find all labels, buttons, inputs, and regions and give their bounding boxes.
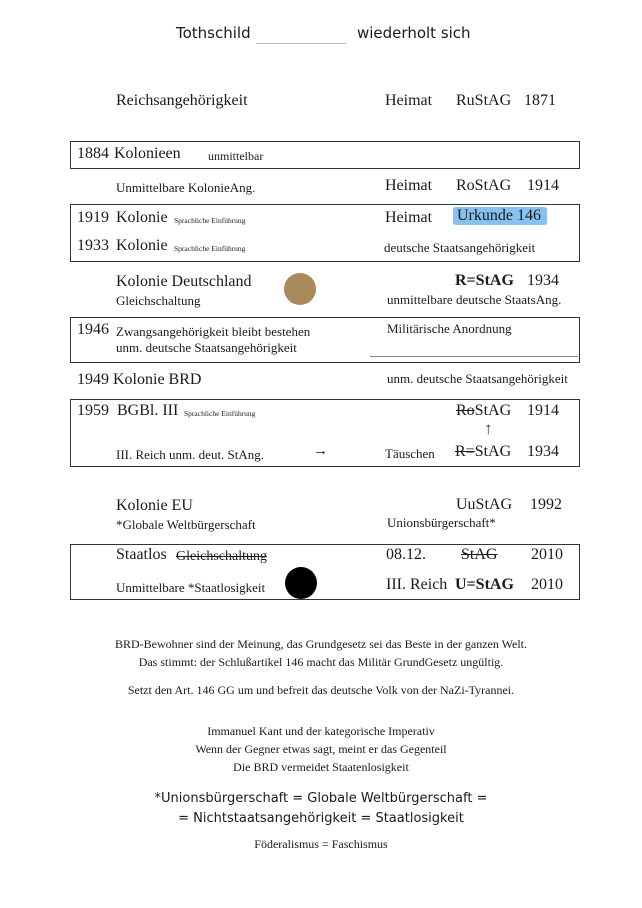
b4-right2-strike: R= (455, 443, 475, 460)
r3-year: 1934 (527, 272, 559, 289)
b5-row2-mid: III. Reich (386, 576, 448, 593)
r5-year: 1992 (530, 496, 562, 513)
r5-rightsub: Unionsbürgerschaft* (387, 515, 496, 530)
r2-right: RoStAG (456, 177, 512, 194)
arrow-up-icon: ↑ (484, 419, 493, 438)
b2-highlight-urkunde: Urkunde 146 (453, 207, 547, 225)
b3-line1: Zwangsangehörigkeit bleibt bestehen (116, 324, 311, 339)
r4-right: unm. deutsche Staatsangehörigkeit (387, 371, 568, 386)
b3-line2: unm. deutsche Staatsangehörigkeit (116, 340, 297, 355)
b1-title: Kolonieen (114, 145, 181, 162)
r4-left: 1949 Kolonie BRD (77, 371, 202, 388)
r2-year: 1914 (527, 177, 559, 194)
arrow-right-icon: → (313, 443, 328, 459)
hand-line1: *Unionsbürgerschaft = Globale Weltbürgerschaft = (154, 791, 488, 806)
b2-row1-year: 1919 (77, 209, 109, 226)
b4-year1: 1914 (527, 402, 559, 419)
b1-sub: unmittelbar (208, 149, 264, 163)
b2-row1-note: Sprachliche Einführung (174, 216, 246, 225)
b2-row1-title: Kolonie (116, 209, 168, 226)
header-underline (256, 43, 346, 44)
b4-title: BGBl. III (117, 402, 179, 419)
b3-year: 1946 (77, 321, 109, 338)
b4-note: Sprachliche Einführung (184, 409, 256, 418)
para1-line1: BRD-Bewohner sind der Meinung, das Grundgesetz sei das Beste in der ganzen Welt. (114, 637, 528, 651)
para2: Setzt den Art. 146 GG um und befreit das deutsche Volk von der NaZi-Tyrannei. (127, 683, 515, 697)
b4-right1 (456, 402, 511, 420)
b4-mid2: Täuschen (385, 446, 435, 461)
footer: Föderalismus = Faschismus (254, 837, 388, 851)
b5-row2-year: 2010 (531, 576, 563, 593)
para3-line1: Immanuel Kant und der kategorische Imperativ (207, 724, 435, 738)
brown-dot (284, 273, 316, 305)
header-right: wiederholt sich (357, 24, 471, 42)
para1-line2: Das stimmt: der Schlußartikel 146 macht das Militär GrundGesetz ungültig. (138, 655, 504, 669)
para3-line3: Die BRD vermeidet Staatenlosigkeit (233, 760, 409, 774)
b2-row2-right: deutsche Staatsangehörigkeit (384, 240, 536, 255)
r5-right: UuStAG (456, 496, 513, 513)
b4-right2 (455, 443, 511, 461)
b5-row1-left: Staatlos (116, 546, 167, 563)
redacted-area (258, 6, 350, 44)
b4-year: 1959 (77, 402, 109, 419)
b2-row2-year: 1933 (77, 237, 109, 254)
b4-year2: 1934 (527, 443, 559, 460)
r5-title: Kolonie EU (116, 497, 193, 514)
b2-row2-note: Sprachliche Einführung (174, 244, 246, 253)
black-dot (285, 567, 317, 599)
b2-row1-mid: Heimat (385, 209, 433, 226)
r3-sub: Gleichschaltung (116, 293, 201, 308)
b5-row1-right-strike: StAG (461, 546, 498, 563)
b1-year: 1884 (77, 145, 109, 162)
b5-row1-mid: 08.12. (386, 546, 426, 563)
b2-row2-title: Kolonie (116, 237, 168, 254)
b5-row2-left: Unmittelbare *Staatlosigkeit (116, 580, 266, 595)
para3-line2: Wenn der Gegner etwas sagt, meint er das Gegenteil (195, 742, 447, 756)
r2-left: Unmittelbare KolonieAng. (116, 180, 256, 195)
b4-right1-rest: StAG (474, 402, 512, 419)
b5-row1-left-strike: Gleichschaltung (176, 549, 267, 564)
r3-rightsub: unmittelbare deutsche StaatsAng. (387, 292, 562, 307)
r3-right: R=StAG (455, 272, 514, 289)
b5-row2-right: U=StAG (455, 576, 514, 593)
r5-sub: *Globale Weltbürgerschaft (116, 517, 256, 532)
b5-row1-year: 2010 (531, 546, 563, 563)
header-left: Tothschild (176, 24, 251, 42)
r1-right: RuStAG (456, 92, 512, 109)
r3-title: Kolonie Deutschland (116, 273, 252, 290)
hand-line2: = Nichtstaatsangehörigkeit = Staatlosigkeit (178, 811, 464, 826)
r1-mid: Heimat (385, 92, 433, 109)
b4-right2-rest: StAG (474, 443, 512, 460)
r1-left: Reichsangehörigkeit (116, 92, 248, 109)
b4-left2: III. Reich unm. deut. StAng. (116, 447, 265, 462)
b4-right1-strike: Ro (456, 402, 475, 419)
r2-mid: Heimat (385, 177, 433, 194)
box3-inner-line (370, 356, 578, 357)
b3-right: Militärische Anordnung (387, 321, 512, 336)
r1-year: 1871 (524, 92, 556, 109)
